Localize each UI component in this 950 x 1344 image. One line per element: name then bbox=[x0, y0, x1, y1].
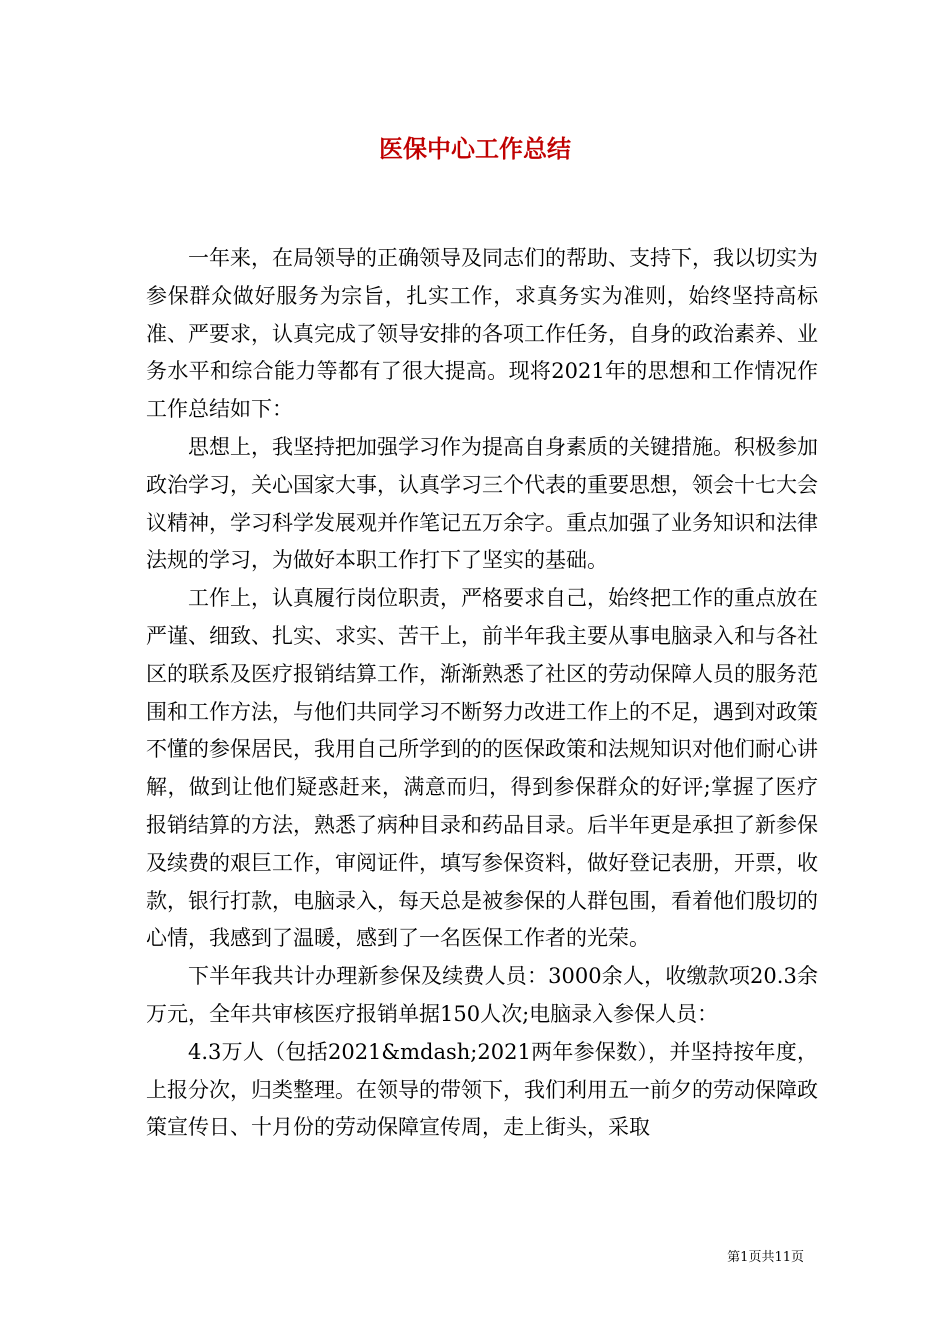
page-number: 第1页共11页 bbox=[727, 1250, 804, 1265]
document-title: 医保中心工作总结 bbox=[379, 134, 571, 163]
paragraph-intro: 一年来，在局领导的正确领导及同志们的帮助、支持下，我以切实为参保群众做好服务为宗旨，扎实工作，求真务实为准则，始终坚持高标准、严要求，认真完成了领导安排的各项工作任务，自身的政治素养、业务水平和综合能力等都有了很大提高。现将2021年的思想和工作情况作工作总结如下： bbox=[146, 246, 818, 422]
document-body bbox=[146, 240, 818, 1147]
paragraph-thought: 思想上，我坚持把加强学习作为提高自身素质的关键措施。积极参加政治学习，关心国家大事，认真学习三个代表的重要思想，领会十七大会议精神，学习科学发展观并作笔记五万余字。重点加强了业务知识和法律法规的学习，为做好本职工作打下了坚实的基础。 bbox=[146, 434, 818, 573]
paragraph-records: 4.3万人（包括2021&mdash;2021两年参保数），并坚持按年度，上报分次，归类整理。在领导的带领下，我们利用五一前夕的劳动保障政策宣传日、十月份的劳动保障宣传周，走上街头，采取 bbox=[146, 1039, 818, 1140]
paragraph-statistics: 下半年我共计办理新参保及续费人员：3000余人，收缴款项20.3余万元，全年共审核医疗报销单据150人次;电脑录入参保人员： bbox=[146, 964, 818, 1026]
paragraph-work: 工作上，认真履行岗位职责，严格要求自己，始终把工作的重点放在严谨、细致、扎实、求实、苦干上，前半年我主要从事电脑录入和与各社区的联系及医疗报销结算工作，渐渐熟悉了社区的劳动保障人员的服务范围和工作方法，与他们共同学习不断努力改进工作上的不足，遇到对政策不懂的参保居民，我用自己所学到的的医保政策和法规知识对他们耐心讲解，做到让他们疑惑赶来，满意而归，得到参保群众的好评;掌握了医疗报销结算的方法，熟悉了病种目录和药品目录。后半年更是承担了新参保及续费的艰巨工作，审阅证件，填写参保资料，做好登记表册，开票，收款，银行打款，电脑录入，每天总是被参保的人群包围，看着他们殷切的心情，我感到了温暖，感到了一名医保工作者的光荣。 bbox=[146, 586, 818, 951]
